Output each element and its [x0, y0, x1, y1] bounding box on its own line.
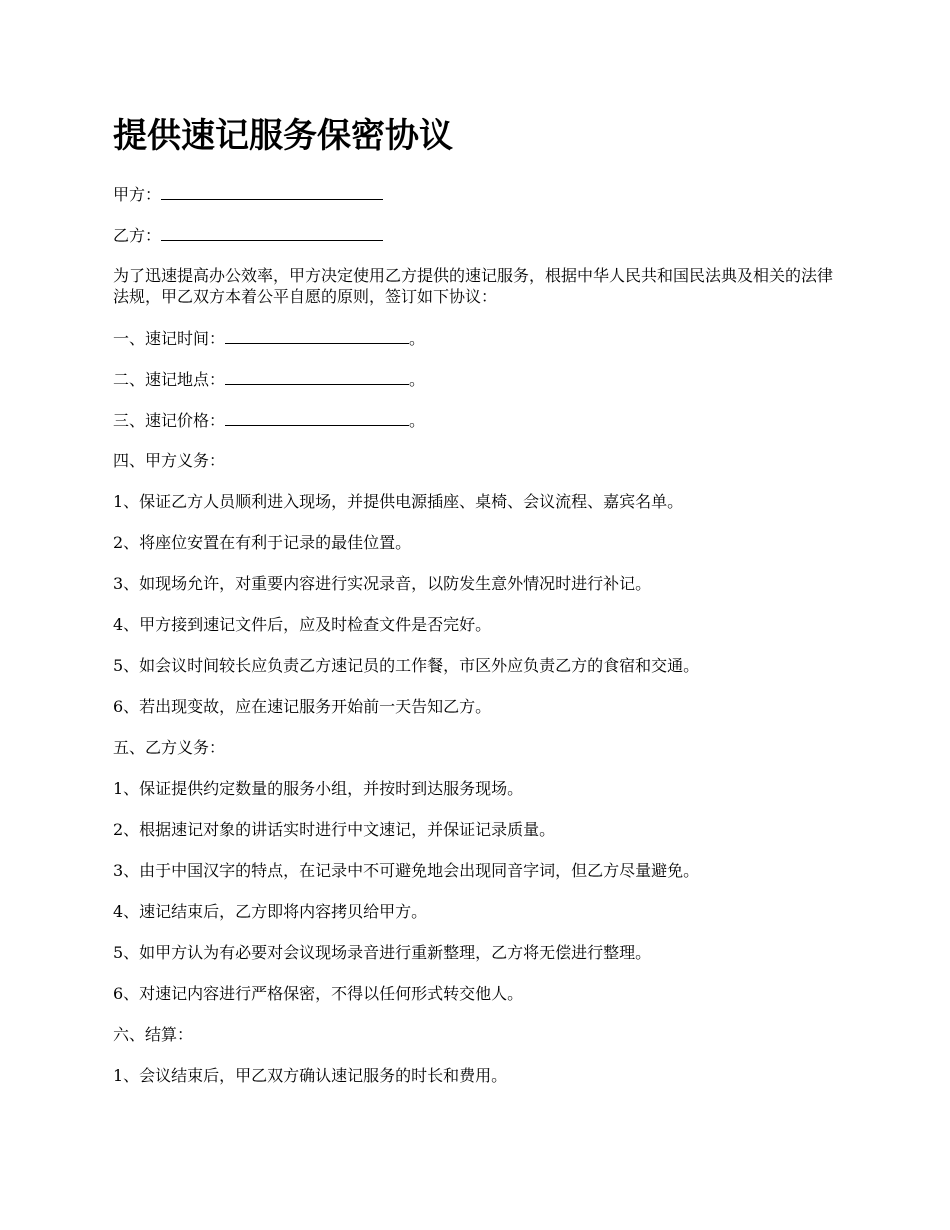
- section4-item: 1、保证乙方人员顺利进入现场，并提供电源插座、桌椅、会议流程、嘉宾名单。: [113, 492, 684, 511]
- term-time-line: [113, 328, 425, 349]
- section4-item: 3、如现场允许，对重要内容进行实况录音，以防发生意外情况时进行补记。: [113, 574, 652, 593]
- party-a-label: 甲方：: [113, 185, 162, 204]
- party-b-label: 乙方：: [113, 226, 162, 245]
- section6-heading: 六、结算：: [113, 1025, 194, 1044]
- section5-item: 1、保证提供约定数量的服务小组，并按时到达服务现场。: [113, 779, 524, 798]
- party-a-blank: [161, 184, 383, 200]
- term-price-line: [113, 410, 425, 431]
- section5-heading: 五、乙方义务：: [113, 738, 226, 757]
- section5-item: 2、根据速记对象的讲话实时进行中文速记，并保证记录质量。: [113, 820, 556, 839]
- term-price-end: 。: [409, 411, 426, 430]
- section4-item: 5、如会议时间较长应负责乙方速记员的工作餐，市区外应负责乙方的食宿和交通。: [113, 656, 700, 675]
- section5-item: 6、对速记内容进行严格保密，不得以任何形式转交他人。: [113, 984, 524, 1003]
- term-place-label: 二、速记地点：: [113, 370, 226, 389]
- section4-item: 2、将座位安置在有利于记录的最佳位置。: [113, 533, 412, 552]
- party-b-blank: [161, 225, 383, 241]
- section4-heading: 四、甲方义务：: [113, 451, 226, 470]
- term-time-label: 一、速记时间：: [113, 329, 226, 348]
- term-place-blank: [225, 369, 409, 385]
- section5-item: 3、由于中国汉字的特点，在记录中不可避免地会出现同音字词，但乙方尽量避免。: [113, 861, 700, 880]
- party-b-line: [113, 225, 383, 246]
- term-time-end: 。: [409, 329, 426, 348]
- section5-item: 4、速记结束后，乙方即将内容拷贝给甲方。: [113, 902, 428, 921]
- section4-item: 6、若出现变故，应在速记服务开始前一天告知乙方。: [113, 697, 492, 716]
- party-a-line: [113, 184, 383, 205]
- term-time-blank: [225, 328, 409, 344]
- section6-item: 1、会议结束后，甲乙双方确认速记服务的时长和费用。: [113, 1066, 508, 1085]
- term-place-end: 。: [409, 370, 426, 389]
- section4-item: 4、甲方接到速记文件后，应及时检查文件是否完好。: [113, 615, 492, 634]
- term-price-label: 三、速记价格：: [113, 411, 226, 430]
- section5-item: 5、如甲方认为有必要对会议现场录音进行重新整理，乙方将无偿进行整理。: [113, 943, 652, 962]
- document-title: 提供速记服务保密协议: [113, 116, 453, 156]
- term-place-line: [113, 369, 425, 390]
- intro-paragraph: 为了迅速提高办公效率，甲方决定使用乙方提供的速记服务，根据中华人民共和国民法典及相关的法律法规，甲乙双方本着公平自愿的原则，签订如下协议：: [113, 266, 834, 306]
- term-price-blank: [225, 410, 409, 426]
